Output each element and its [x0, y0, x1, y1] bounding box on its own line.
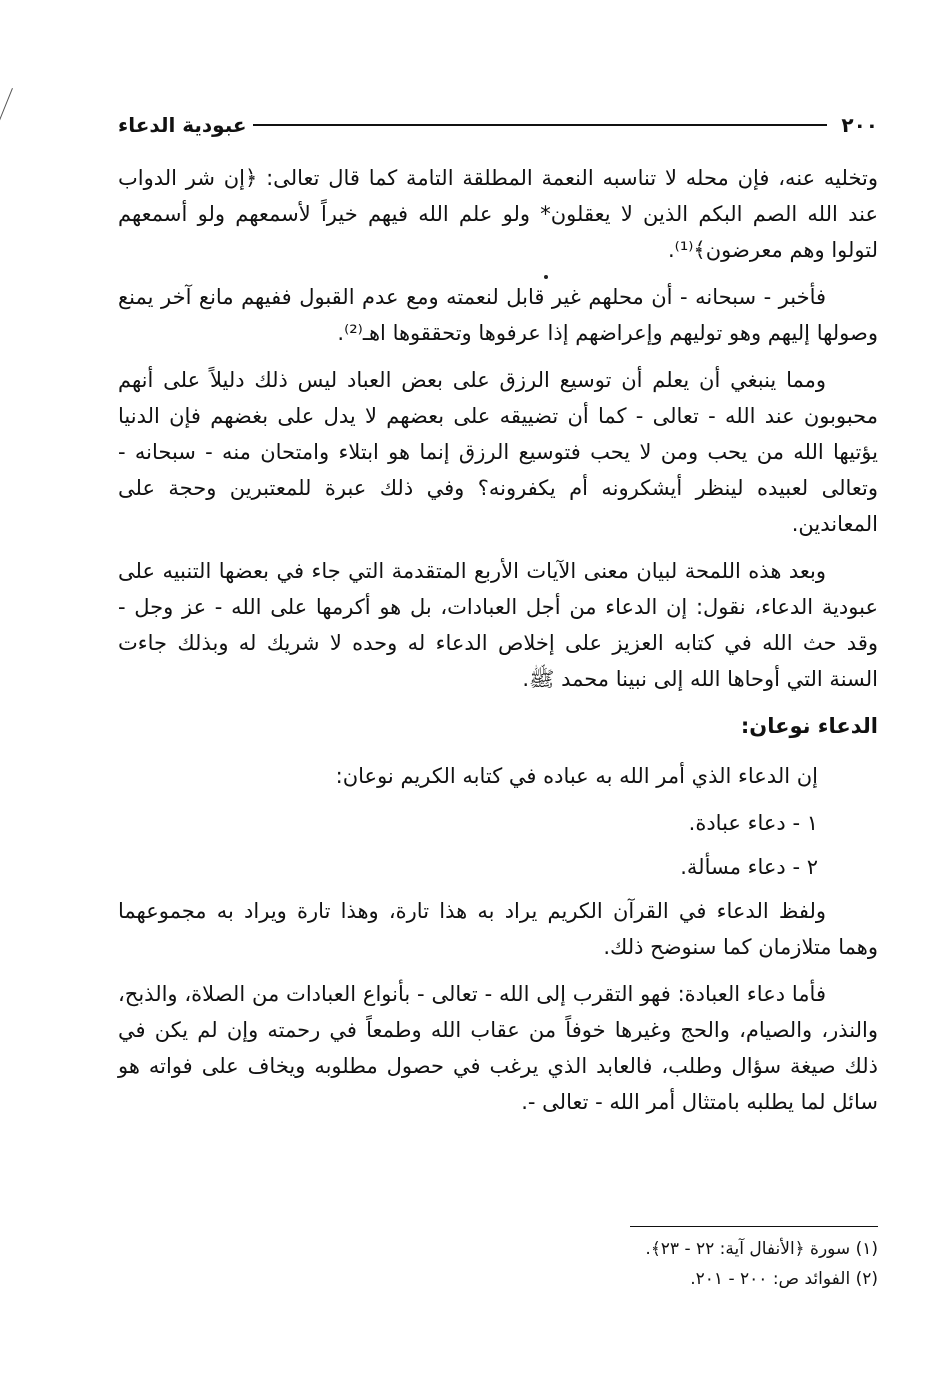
- list-item: ٢ - دعاء مسألة.: [680, 855, 818, 879]
- paragraph: فأما دعاء العبادة: فهو التقرب إلى الله - تعالى - بأنواع العبادات من الصلاة، والذبح، والنذر، والصيام، والحج وغيرها خوفاً من عقاب الله وطمعاً في رحمته وإن لم يكن في ذلك صيغة سؤال وطلب، فالعابد الذي يرغب في حصول مطلوبه ويخاف على فواته هو سائل لما يطلبه بامتثال أمر الله - تعالى -.: [118, 982, 878, 1114]
- list-item: ١ - دعاء عبادة.: [688, 811, 818, 835]
- paragraph: ولفظ الدعاء في القرآن الكريم يراد به هذا تارة، وهذا تارة ويراد به مجموعهما وهما متلازمان كما سنوضح ذلك.: [118, 899, 878, 959]
- footnotes: [118, 1234, 878, 1294]
- paragraph: ومما ينبغي أن يعلم أن توسيع الرزق على بعض العباد ليس ذلك دليلاً على أنهم محبوبون عند الله - تعالى - كما أن تضييقه على بعضهم لا يدل على بغضهم فإن الدنيا يؤتيها الله من يحب ومن لا يحب فتوسيع الرزق إنما هو ابتلاء وامتحان منه - سبحانه - وتعالى لعبيده لينظر أيشكرونه أم يكفرونه؟ وفي ذلك عبرة للمعتبرين وحجة على المعاندين.: [118, 368, 878, 536]
- scan-artifact-line: [0, 88, 13, 127]
- footnote: (٢) الفوائد ص: ٢٠٠ - ٢٠١.: [690, 1269, 878, 1289]
- section-heading: الدعاء نوعان:: [740, 714, 878, 738]
- page-header: [118, 112, 878, 138]
- paragraph: وبعد هذه اللمحة لبيان معنى الآيات الأربع المتقدمة التي جاء في بعضها التنبيه على عبودية الدعاء، نقول: إن الدعاء من أجل العبادات، بل هو أكرمها على الله - عز وجل - وقد حث الله في كتابه العزيز على إخلاص الدعاء له وحده لا شريك له وبذلك جاءت السنة التي أوحاها الله إلى نبينا محمد ﷺ.: [118, 559, 878, 691]
- footnote: (١) سورة ﴿الأنفال آية: ٢٢ - ٢٣﴾.: [645, 1239, 878, 1259]
- footnote-rule: [630, 1226, 878, 1227]
- paragraph: فأخبر - سبحانه - أن محلهم غير قابل لنعمته ومع عدم القبول ففيهم مانع آخر يمنع وصولها إليهم وهو توليهم وإعراضهم إذا عرفوها وتحققوها اهـ⁽²⁾.: [118, 285, 878, 345]
- page-number: ٢٠٠: [841, 113, 878, 137]
- main-text: [118, 160, 878, 1131]
- header-rule: [253, 124, 828, 126]
- section-intro: إن الدعاء الذي أمر الله به عباده في كتابه الكريم نوعان:: [335, 764, 818, 788]
- running-title: عبودية الدعاء: [118, 113, 247, 137]
- paragraph: وتخليه عنه، فإن محله لا تناسبه النعمة المطلقة التامة كما قال تعالى: ﴿إن شر الدواب عند الله الصم البكم الذين لا يعقلون* ولو علم الله فيهم خيراً لأسمعهم ولو أسمعهم لتولوا وهم معرضون﴾⁽¹⁾.: [118, 166, 878, 262]
